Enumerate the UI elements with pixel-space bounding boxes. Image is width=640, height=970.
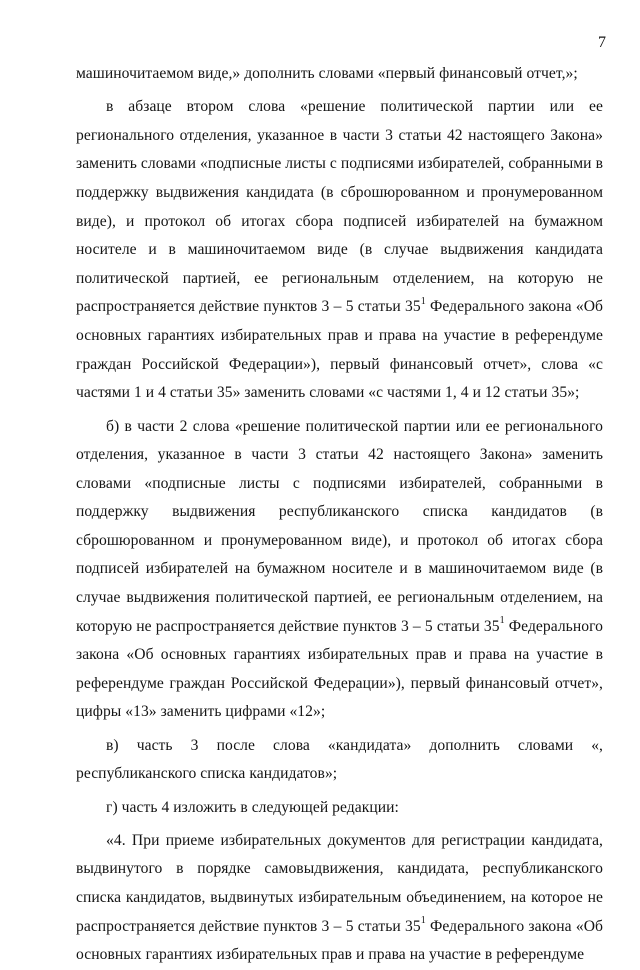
paragraph-text: г) часть 4 изложить в следующей редакции: <box>106 798 399 816</box>
paragraph-text: «4. При приеме избирательных документов для регистрации кандидата, выдвинутого в порядке самовыдвижения, кандидата, республиканского списка кандидатов, выдвинутых избирательным объединением, на которое не распространяется действие пунктов 3 – 5 статьи 35 <box>76 831 603 935</box>
paragraph-item-b <box>76 413 603 728</box>
superscript-index: 1 <box>499 615 505 627</box>
superscript-index: 1 <box>420 915 426 927</box>
paragraph-item-v <box>76 732 603 789</box>
paragraph-text: в абзаце втором слова «решение политической партии или ее регионального отделения, указанное в части 3 статьи 42 настоящего Закона» заменить словами «подписные листы с подписями избирателей, собранными в поддержку выдвижения кандидата (в сброшюрованном и пронумерованном виде), и протокол об итогах сбора подписей избирателей на бумажном носителе и в машиночитаемом виде (в случае выдвижения кандидата политической партией, ее региональным отделением, на которую не распространяется действие пунктов 3 – 5 статьи 35 <box>76 98 603 316</box>
paragraph-text: машиночитаемом виде,» дополнить словами «первый финансовый отчет,»; <box>76 65 578 82</box>
paragraph-amendment-second-clause <box>76 93 603 408</box>
document-body <box>76 60 603 970</box>
superscript-index: 1 <box>420 296 426 308</box>
paragraph-text: б) в части 2 слова «решение политической партии или ее регионального отделения, указанное в части 3 статьи 42 настоящего Закона» заменить словами «подписные листы с подписями избирателей, собранными в поддержку выдвижения республиканского списка кандидатов (в сброшюрованном и пронумерованном виде), и протокол об итогах сбора подписей избирателей на бумажном носителе и в машиночитаемом виде (в случае выдвижения политической партией, ее региональным отделением, на которую не распространяется действие пунктов 3 – 5 статьи 35 <box>76 417 603 635</box>
page-number: 7 <box>598 34 606 51</box>
paragraph-text: Федерального закона «Об основных гарантиях избирательных прав и права на участие в референдуме граждан Российской Федерации»), первый финансовый отчет», слова «с частями 1 и 4 статьи 35» заменить словами «с частями 1, 4 и 12 статьи 35»; <box>76 298 604 402</box>
paragraph-new-part-4 <box>76 827 603 970</box>
paragraph-text: Федерального закона «Об основных гарантиях избирательных прав и права на участие в референдуме граждан Российской Федерации»), первый финансовый отчет», цифры «13» заменить цифрами «12»; <box>76 617 603 721</box>
paragraph-continuation <box>76 60 603 89</box>
paragraph-item-g <box>76 794 603 823</box>
paragraph-text: в) часть 3 после слова «кандидата» дополнить словами «, республиканского списка кандидатов»; <box>76 736 603 783</box>
paragraph-text: Федерального закона «Об основных гарантиях избирательных прав и права на участие в референдуме <box>76 917 604 964</box>
